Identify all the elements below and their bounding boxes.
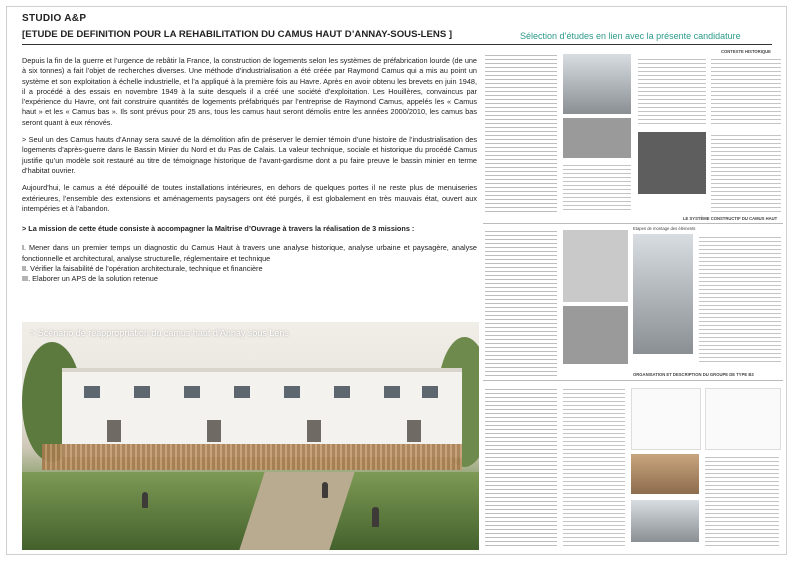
page-subtitle: Sélection d’études en lien avec la présente candidature bbox=[520, 31, 741, 41]
text-block bbox=[485, 52, 557, 212]
text-block bbox=[563, 386, 625, 548]
window bbox=[234, 386, 250, 398]
window bbox=[384, 386, 400, 398]
page-title: [ETUDE DE DEFINITION POUR LA REHABILITATION DU CAMUS HAUT D’ANNAY-SOUS-LENS ] bbox=[22, 29, 453, 40]
door bbox=[307, 420, 321, 442]
mission-list bbox=[22, 243, 477, 284]
construction-photo bbox=[563, 230, 628, 302]
archive-photo bbox=[638, 132, 706, 194]
historic-photo bbox=[563, 118, 631, 158]
text-block bbox=[705, 454, 779, 548]
text-block bbox=[485, 228, 557, 378]
mission-item-3: III. Elaborer un APS de la solution retenue bbox=[22, 274, 158, 284]
text-block bbox=[563, 162, 631, 212]
text-block bbox=[638, 56, 706, 126]
intro-paragraph-3: Aujourd’hui, le camus a été dépouillé de toutes installations intérieures, en dehors de quelques portes il ne reste plus de menuiseries extérieures, l’ensemble des extensions et aménagements paysagers ont été purgés, il est globalement en très mauvais état, ouvert aux intempéries et à l’abandon. bbox=[22, 183, 477, 213]
window bbox=[284, 386, 300, 398]
window bbox=[422, 386, 438, 398]
hero-caption: > Scénario de réappropriation du camus haut d’Annay sous Lens bbox=[30, 328, 289, 338]
assembly-photo bbox=[633, 234, 693, 354]
door bbox=[407, 420, 421, 442]
text-block bbox=[711, 56, 781, 126]
header-divider bbox=[22, 44, 772, 45]
construction-photo bbox=[563, 306, 628, 364]
intro-column bbox=[22, 56, 477, 285]
section-caption-systeme: LE SYSTÈME CONSTRUCTIF DU CAMUS HAUT bbox=[683, 216, 778, 221]
wooden-fence bbox=[42, 444, 462, 470]
window bbox=[184, 386, 200, 398]
person-figure bbox=[142, 492, 148, 508]
text-block bbox=[711, 132, 781, 212]
axonometric-diagram bbox=[631, 388, 701, 450]
door bbox=[107, 420, 121, 442]
hero-rendering bbox=[22, 322, 479, 550]
housing-photo bbox=[631, 500, 699, 542]
section-caption-pose: Etapes de montage des éléments bbox=[633, 226, 696, 231]
studio-name: STUDIO A&P bbox=[22, 13, 87, 24]
mission-title: > La mission de cette étude consiste à accompagner la Maîtrise d’Ouvrage à travers la réalisation de 3 missions : bbox=[22, 224, 415, 234]
door bbox=[207, 420, 221, 442]
section-caption-contexte: CONTEXTE HISTORIQUE bbox=[721, 49, 771, 54]
historic-photo bbox=[563, 54, 631, 114]
axonometric-diagram bbox=[705, 388, 781, 450]
sheet-divider bbox=[483, 380, 783, 381]
person-figure bbox=[372, 507, 379, 527]
person-figure bbox=[322, 482, 328, 498]
window bbox=[84, 386, 100, 398]
intro-paragraph-2: > Seul un des Camus hauts d’Annay sera sauvé de la démolition afin de préserver le dernier témoin d’une histoire de l’industrialisation des logements d’après-guerre dans le Bassin Minier du Nord et du Pas de Calais. La valeur technique, sociale et historique du procédé Camus justifie qu’un modèle soit restauré au titre de témoignage historique de l’avant-gardisme dont a pu faire preuve le bassin minier en terme d’habitat ouvrier. bbox=[22, 135, 477, 175]
mission-item-1: I. Mener dans un premier temps un diagnostic du Camus Haut à travers une analyse historique, analyse urbaine et paysagère, analyse fonctionnelle et architectural, analyse structurelle, réglementaire et technique bbox=[22, 243, 477, 263]
mission-item-2: II. Vérifier la faisabilité de l’opération architecturale, technique et financière bbox=[22, 264, 263, 274]
text-block bbox=[485, 386, 557, 548]
text-block bbox=[699, 234, 781, 364]
window bbox=[334, 386, 350, 398]
section-caption-organisation: ORGANISATION ET DESCRIPTION DU GROUPE DE TYPE B3 bbox=[633, 372, 754, 377]
housing-photo bbox=[631, 454, 699, 494]
intro-paragraph-1: Depuis la fin de la guerre et l’urgence de rebâtir la France, la construction de logements selon les systèmes de préfabrication lourde (de une à six tonnes) a fait l’objet de recherches diverses. Une méthode d’industrialisation a été créée par Raymond Camus qui a mis au point un système et son exploitation à échelle industrielle, et l’a appliqué à la première fois au Havre. Après en avoir obtenu les brevets en juin 1948, il a procédé à des essais en novembre 1949 à la suite desquels il a créé une société d’exploitation. Les Houillères, convaincus par l’expérience du Havre, ont fait construire quantités de logements préfabriqués par l’entreprise de Raymond Camus, appelés les « Camus haut » et les « Camus bas ». Ils sont prévus pour 25 ans, tous les camus haut seront démolis entre les années 2000/2010, les camus bas seront quant à eux rénovés. bbox=[22, 56, 477, 127]
sheet-divider bbox=[483, 223, 783, 224]
study-sheets bbox=[483, 50, 783, 552]
window bbox=[134, 386, 150, 398]
